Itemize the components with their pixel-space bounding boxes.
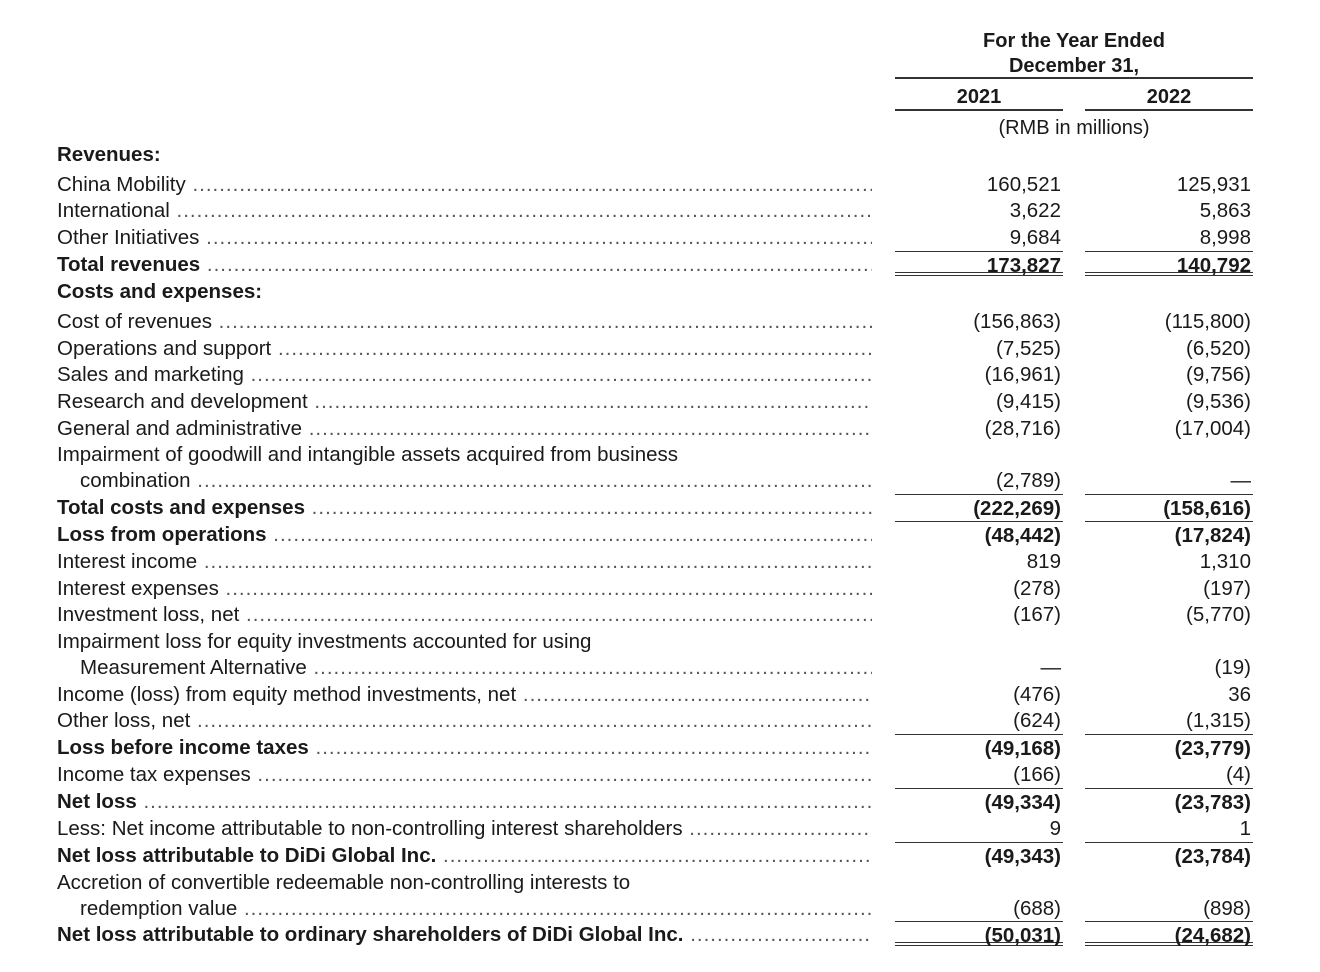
header-title-line2: December 31, (1008, 55, 1140, 77)
table-row (0, 335, 1320, 362)
value-2021: 173,827 (895, 251, 1063, 276)
section-header-costs (0, 278, 1320, 305)
value-2022: 8,998 (1199, 226, 1251, 249)
row-label: Research and development ..... (57, 388, 872, 415)
value-2022: (4) (1225, 763, 1251, 786)
value-2021: 819 (1026, 550, 1061, 573)
value-2021: 9 (1049, 817, 1061, 840)
row-label: Costs and expenses: (57, 280, 263, 303)
row-label: Impairment loss for equity investments accounted for using (57, 630, 592, 653)
row-label: Impairment of goodwill and intangible assets acquired from business (57, 443, 679, 466)
table-row (0, 628, 1320, 655)
total-row (0, 494, 1320, 521)
value-2022: 125,931 (1176, 173, 1251, 196)
value-2022: (1,315) (1186, 709, 1251, 732)
value-2021: (222,269) (895, 494, 1063, 519)
row-label: Total costs and expenses ..... (57, 494, 872, 521)
table-row (0, 815, 1320, 842)
value-2021: — (1040, 656, 1061, 679)
subtotal-row (0, 842, 1320, 869)
header-rule (895, 77, 1253, 79)
row-label: Total revenues ..... (57, 251, 872, 278)
row-label: Revenues: (57, 143, 161, 166)
row-label: Sales and marketing ..... (57, 361, 872, 388)
value-2022: (197) (1203, 577, 1251, 600)
row-label: Measurement Alternative ..... (80, 654, 872, 681)
row-label: Operations and support ..... (57, 335, 872, 362)
row-label: Income (loss) from equity method investments, net ..... (57, 681, 872, 708)
year-rule-2021 (895, 109, 1063, 111)
value-2021: (28,716) (984, 417, 1061, 440)
year-header-2021: 2021 (956, 86, 1002, 108)
row-label: Net loss attributable to ordinary shareholders of DiDi Global Inc. ..... (57, 921, 872, 948)
value-2022: (5,770) (1186, 603, 1251, 626)
value-2021: (278) (1013, 577, 1061, 600)
value-2021: (48,442) (895, 521, 1063, 546)
value-2021: (50,031) (895, 921, 1063, 946)
row-label: Interest income ..... (57, 548, 872, 575)
value-2022: 36 (1228, 683, 1251, 706)
row-label: redemption value ..... (80, 895, 872, 922)
value-2022: (17,824) (1085, 521, 1253, 546)
value-2021: (166) (1013, 763, 1061, 786)
table-row (0, 869, 1320, 896)
row-label: Other loss, net ..... (57, 707, 872, 734)
value-2022: (23,783) (1085, 788, 1253, 813)
value-2022: 1 (1239, 817, 1251, 840)
value-2021: 160,521 (986, 173, 1061, 196)
section-header-revenues (0, 141, 1320, 168)
row-label: China Mobility ..... (57, 171, 872, 198)
value-2022: (6,520) (1186, 337, 1251, 360)
row-label: Accretion of convertible redeemable non-controlling interests to (57, 871, 631, 894)
row-label: Interest expenses ..... (57, 575, 872, 602)
value-2021: (167) (1013, 603, 1061, 626)
table-row (0, 388, 1320, 415)
value-2022: (158,616) (1085, 494, 1253, 519)
value-2022: — (1230, 469, 1251, 492)
value-2021: (49,334) (895, 788, 1063, 813)
row-label: Investment loss, net ..... (57, 601, 872, 628)
value-2022: (19) (1214, 656, 1251, 679)
table-row (0, 601, 1320, 628)
value-2022: (24,682) (1085, 921, 1253, 946)
header-title-line1: For the Year Ended (983, 30, 1165, 52)
value-2022: (9,536) (1186, 390, 1251, 413)
table-row (0, 548, 1320, 575)
value-2022: (9,756) (1186, 363, 1251, 386)
value-2021: (624) (1013, 709, 1061, 732)
value-2022: 140,792 (1085, 251, 1253, 276)
row-label: Income tax expenses ..... (57, 761, 872, 788)
table-row (0, 895, 1320, 922)
row-label: Loss before income taxes ..... (57, 734, 872, 761)
value-2022: (23,779) (1085, 734, 1253, 759)
value-2022: (898) (1203, 897, 1251, 920)
row-label: Less: Net income attributable to non-controlling interest shareholders ..... (57, 815, 872, 842)
column-group-header (895, 29, 1253, 79)
table-row (0, 575, 1320, 602)
row-label: Cost of revenues ..... (57, 308, 872, 335)
table-row (0, 308, 1320, 335)
value-2021: (2,789) (996, 469, 1061, 492)
table-row (0, 415, 1320, 442)
row-label: Net loss attributable to DiDi Global Inc. ..... (57, 842, 872, 869)
table-row (0, 707, 1320, 734)
value-2021: 3,622 (1009, 199, 1061, 222)
value-2022: (23,784) (1085, 842, 1253, 867)
value-2021: (9,415) (996, 390, 1061, 413)
table-row (0, 654, 1320, 681)
value-2021: (156,863) (973, 310, 1061, 333)
grand-total-row (0, 921, 1320, 948)
value-2021: 9,684 (1009, 226, 1061, 249)
table-row (0, 681, 1320, 708)
value-2022: (115,800) (1164, 310, 1251, 333)
value-2021: (688) (1013, 897, 1061, 920)
row-label: General and administrative ..... (57, 415, 872, 442)
value-2021: (49,343) (895, 842, 1063, 867)
value-2022: (17,004) (1174, 417, 1251, 440)
total-row (0, 251, 1320, 278)
value-2022: 1,310 (1199, 550, 1251, 573)
table-row (0, 224, 1320, 251)
subtotal-row (0, 734, 1320, 761)
value-2021: (49,168) (895, 734, 1063, 759)
value-2021: (7,525) (996, 337, 1061, 360)
unit-caption: (RMB in millions) (998, 117, 1150, 139)
year-rule-2022 (1085, 109, 1253, 111)
row-label: Loss from operations ..... (57, 521, 872, 548)
row-label: combination ..... (80, 467, 872, 494)
row-label: Net loss ..... (57, 788, 872, 815)
value-2021: (476) (1013, 683, 1061, 706)
row-label: Other Initiatives ..... (57, 224, 872, 251)
table-row (0, 467, 1320, 494)
table-row (0, 197, 1320, 224)
table-row (0, 761, 1320, 788)
year-header-2022: 2022 (1146, 86, 1192, 108)
value-2021: (16,961) (984, 363, 1061, 386)
table-row (0, 171, 1320, 198)
table-row (0, 441, 1320, 468)
table-row (0, 361, 1320, 388)
value-2022: 5,863 (1199, 199, 1251, 222)
subtotal-row (0, 521, 1320, 548)
row-label: International ..... (57, 197, 872, 224)
subtotal-row (0, 788, 1320, 815)
